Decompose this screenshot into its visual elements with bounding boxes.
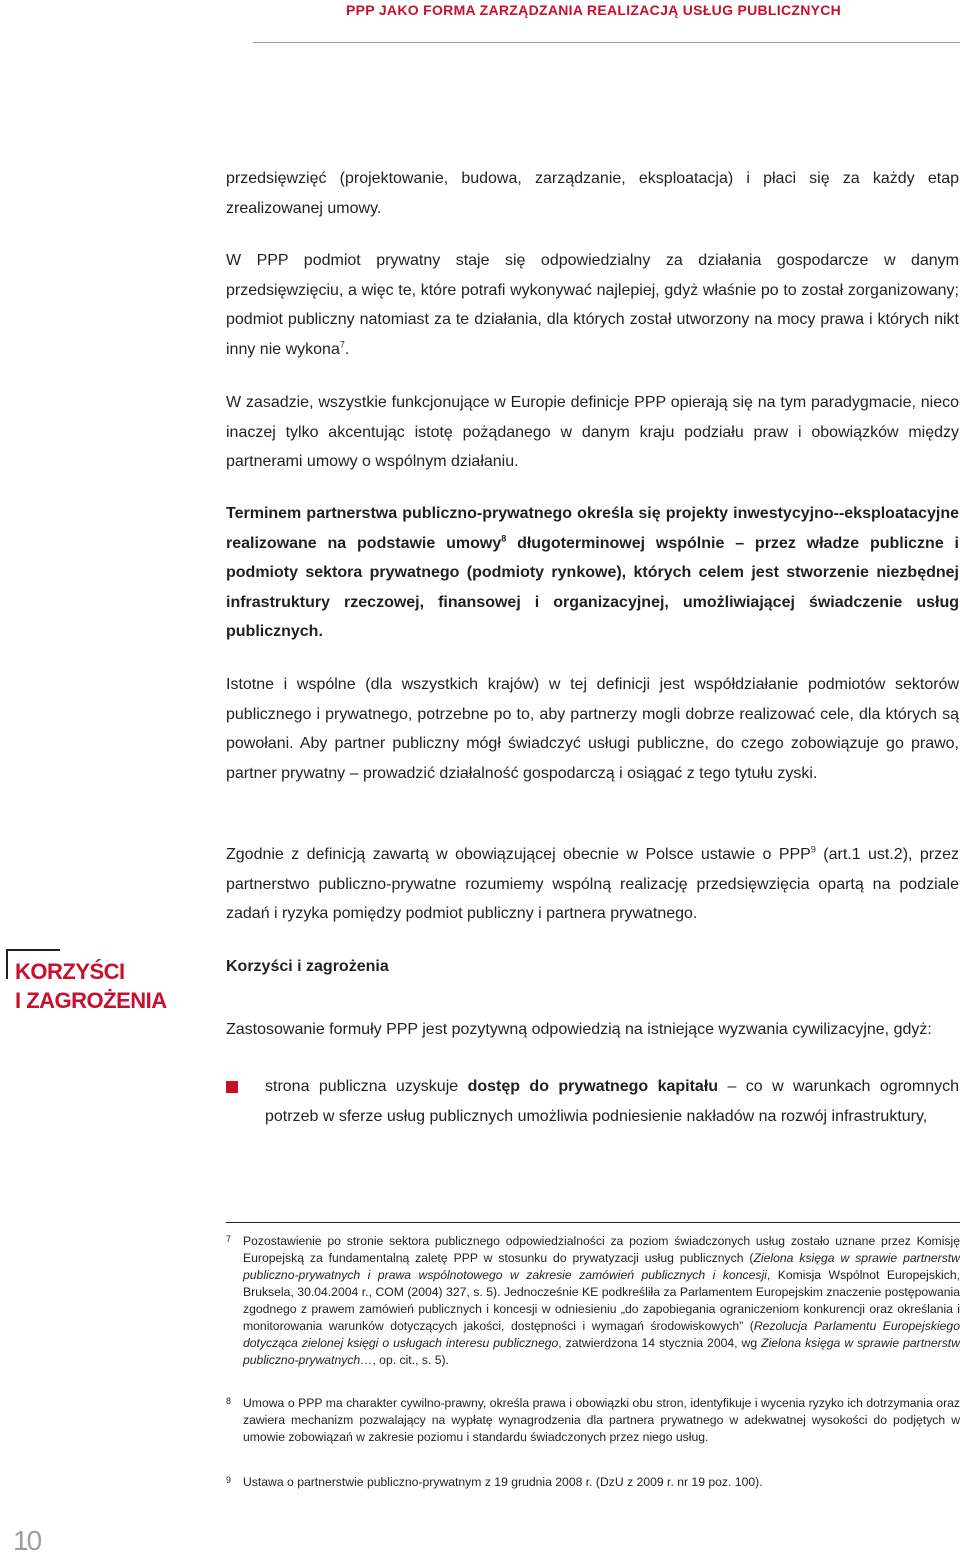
footnote-7-italic-3: Zielona księga w sprawie partnerstw publiczno-prywatnych… bbox=[243, 1336, 960, 1367]
paragraph-6-text-b: (art.1 ust.2), przez partnerstwo publiczno-prywatne rozumiemy wspólną realizację przedsięwzięcia opartą na podziale zadań i ryzyka pomiędzy podmiot publiczny i partnera prywatnego. bbox=[226, 846, 960, 922]
paragraph-4-bold bbox=[226, 499, 959, 647]
footnote-8-number: 8 bbox=[226, 1396, 232, 1406]
bullet-text-pre: strona publiczna uzyskuje bbox=[265, 1078, 468, 1095]
footnote-8 bbox=[226, 1395, 960, 1446]
paragraph-2-text: W PPP podmiot prywatny staje się odpowiedzialny za działania gospodarcze w danym przedsięwzięciu, a więc te, które potrafi wykonywać najlepiej, gdyż właśnie po to został zorganizowany; podmiot publiczny natomiast za te działania, dla których został utworzony na mocy prawa i których nikt inny nie wykona bbox=[226, 252, 959, 358]
footnote-ref-7[interactable]: 7 bbox=[339, 339, 345, 350]
footnote-9-number: 9 bbox=[226, 1475, 232, 1485]
footnote-7-body bbox=[243, 1233, 960, 1369]
footnote-7-italic-2: Rezolucja Parlamentu Europejskiego dotycząca zielonej księgi o usługach interesu publicznego bbox=[243, 1319, 960, 1350]
section-heading: Korzyści i zagrożenia bbox=[226, 958, 389, 975]
paragraph-4-text-a: Terminem partnerstwa publiczno-prywatnego określa się projekty inwestycyjno--eksploatacyjne realizowane na podstawie umowy bbox=[226, 505, 959, 552]
paragraph-2-end: . bbox=[344, 340, 350, 358]
side-bracket-vertical bbox=[6, 949, 8, 979]
paragraph-6-text-a: Zgodnie z definicją zawartą w obowiązującej obecnie w Polsce ustawie o PPP bbox=[226, 846, 811, 863]
header-rule bbox=[253, 42, 960, 43]
bullet-text-bold: dostęp do prywatnego kapitału bbox=[467, 1078, 719, 1095]
running-header: PPP JAKO FORMA ZARZĄDZANIA REALIZACJĄ USŁUG PUBLICZNYCH bbox=[346, 2, 842, 18]
footnote-ref-8[interactable]: 8 bbox=[501, 533, 507, 544]
footnote-ref-9[interactable]: 9 bbox=[810, 844, 816, 855]
bullet-text-post: – co w warunkach ogromnych potrzeb w sferze usług publicznych umożliwia podniesienie nakładów na rozwój infrastruktury, bbox=[265, 1078, 959, 1125]
footnote-9 bbox=[226, 1474, 960, 1491]
paragraph-5: Istotne i wspólne (dla wszystkich krajów) w tej definicji jest współdziałanie podmiotów sektorów publicznego i prywatnego, potrzebne po to, aby partnerzy mogli dobrze realizować cele, dla których są powołani. Aby partner publiczny mógł świadczyć usługi publiczne, do czego zobowiązuje go prawo, partner prywatny – prowadzić działalność gospodarczą i osiągać z tego tytułu zyski. bbox=[226, 676, 959, 782]
footnote-8-body: Umowa o PPP ma charakter cywilno-prawny, określa prawa i obowiązki obu stron, identyfikuje i wycenia ryzyko ich dotrzymania oraz zawiera mechanizm pozwalający na wypłatę wynagrodzenia dla partnera prywatnego w adekwatnej wysokości do podjętych w umowie zobowiązań w zakresie poziomu i standardu świadczonych przez niego usług. bbox=[243, 1396, 960, 1444]
paragraph-7: Zastosowanie formuły PPP jest pozytywną odpowiedzią na istniejące wyzwania cywilizacyjne, gdyż: bbox=[226, 1021, 932, 1038]
page-number: 10 bbox=[13, 1525, 41, 1556]
footnote-7-text-3: , zatwierdzona 14 stycznia 2004, wg bbox=[558, 1336, 762, 1350]
side-bracket-horizontal bbox=[6, 949, 60, 951]
footnote-7-text-2: , Komisja Wspólnot Europejskich, Bruksela, 30.04.2004 r., COM (2004) 327, s. 5). Jednocześnie KE podkreśliła za Parlamentem Europejskim znaczenie postępowania zgodnego z prawem zamówień publicznych i koncesji w odniesieniu „do zapobiegania ograniczeniom konkurencji oraz określania i monitorowania warunków dotyczących jakości, dostępności i wymagań środowiskowych” ( bbox=[243, 1268, 960, 1333]
side-heading-line-1: KORZYŚCI bbox=[15, 959, 125, 984]
paragraph-4-text-b: długoterminowej wspólnie – przez władze publiczne i podmioty sektora prywatnego (podmioty rynkowe), których celem jest stworzenie niezbędnej infrastruktury rzeczowej, finansowej i organizacyjnej, umożliwiającej świadczenie usług publicznych. bbox=[226, 534, 960, 640]
footnote-9-body: Ustawa o partnerstwie publiczno-prywatnym z 19 grudnia 2008 r. (DzU z 2009 r. nr 19 poz. 100). bbox=[243, 1475, 763, 1489]
bullet-square-icon bbox=[226, 1081, 238, 1093]
footnote-7-italic-1: Zielona księga w sprawie partnerstw publiczno-prywatnych i prawa wspólnotowego w zakresie zamówień publicznych i koncesji bbox=[243, 1251, 960, 1282]
footnote-7-text-4: , op. cit., s. 5). bbox=[372, 1353, 449, 1367]
footnote-7-text-1: Pozostawienie po stronie sektora publicznego odpowiedzialności za poziom świadczonych usług zostało uznane przez Komisję Europejską za fundamentalną zaletę PPP w stosunku do prywatyzacji usług publicznych ( bbox=[243, 1234, 960, 1265]
side-heading-line-2: I ZAGROŻENIA bbox=[15, 988, 167, 1013]
side-heading bbox=[15, 957, 167, 1015]
paragraph-3: W zasadzie, wszystkie funkcjonujące w Europie definicje PPP opierają się na tym paradygmacie, nieco inaczej tylko akcentując istotę pożądanego w danym kraju podziału praw i obowiązków między partnerami umowy o wspólnym działaniu. bbox=[226, 394, 959, 470]
footnote-7-number: 7 bbox=[226, 1234, 232, 1244]
bullet-item bbox=[265, 1072, 959, 1131]
paragraph-2 bbox=[226, 246, 959, 364]
paragraph-1: przedsięwzięć (projektowanie, budowa, zarządzanie, eksploatacja) i płaci się za każdy etap zrealizowanej umowy. bbox=[226, 170, 959, 217]
footnote-7 bbox=[226, 1233, 960, 1369]
footnote-rule bbox=[226, 1222, 960, 1223]
paragraph-6 bbox=[226, 840, 959, 929]
side-heading-block bbox=[6, 947, 206, 1017]
